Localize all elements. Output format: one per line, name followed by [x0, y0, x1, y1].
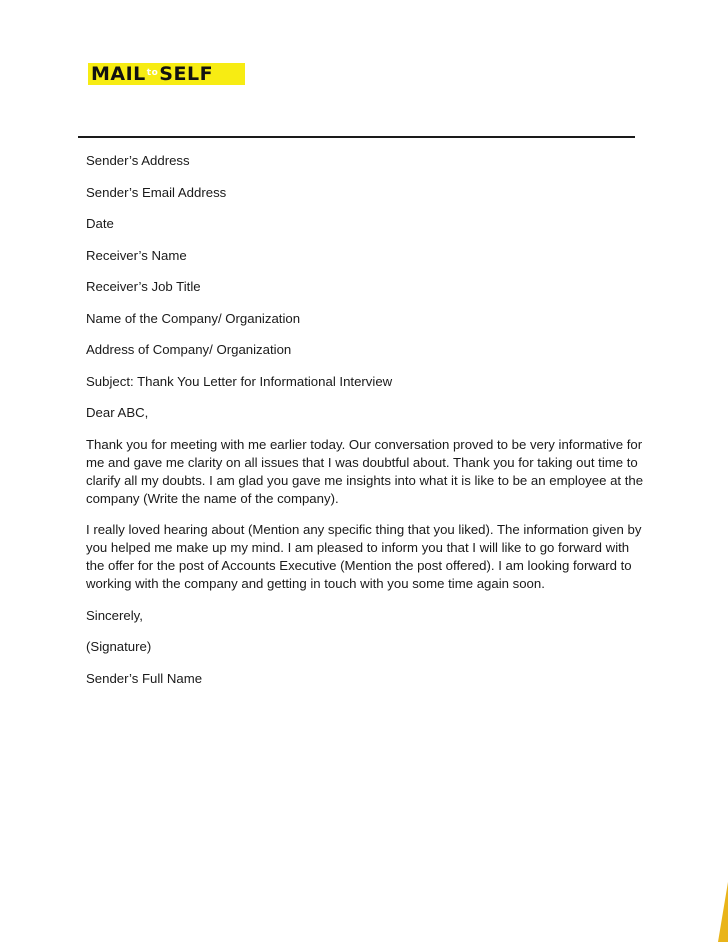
salutation: Dear ABC, [86, 405, 149, 420]
page-corner-decoration [718, 882, 728, 942]
letter-date: Date [86, 216, 114, 231]
logo-text-self: SELF [159, 63, 214, 85]
signature-placeholder: (Signature) [86, 639, 152, 654]
receiver-name: Receiver’s Name [86, 247, 187, 263]
body-paragraph-2: I really loved hearing about (Mention any specific thing that you liked). The information given by you helped me make up my mind. I am pleased to inform you that I will like to go forward with the offer for the post of Accounts Executive (Mention the post offered). I am looking forward to working with the company and getting in touch with you some time again soon. [86, 522, 642, 591]
letter-subject: Subject: Thank You Letter for Informational Interview [86, 373, 393, 389]
mailtoself-logo [88, 63, 245, 85]
logo-text-to: to [146, 68, 159, 78]
sender-full-name: Sender’s Full Name [86, 670, 203, 686]
receiver-job-title: Receiver’s Job Title [86, 279, 201, 294]
closing: Sincerely, [86, 607, 143, 623]
logo-text-mail: MAIL [91, 63, 146, 85]
sender-address: Sender’s Address [86, 153, 190, 168]
header-divider [78, 136, 635, 138]
sender-email: Sender’s Email Address [86, 184, 227, 200]
body-paragraph-1: Thank you for meeting with me earlier today. Our conversation proved to be very informative for me and gave me clarity on all issues that I was doubtful about. Thank you for taking out time to clarify all my doubts. I am glad you gave me insights into what it is like to be an employee at the company (Write the name of the company). [86, 436, 644, 506]
company-address: Address of Company/ Organization [86, 342, 292, 357]
letter-body [86, 152, 646, 701]
company-name: Name of the Company/ Organization [86, 310, 301, 326]
